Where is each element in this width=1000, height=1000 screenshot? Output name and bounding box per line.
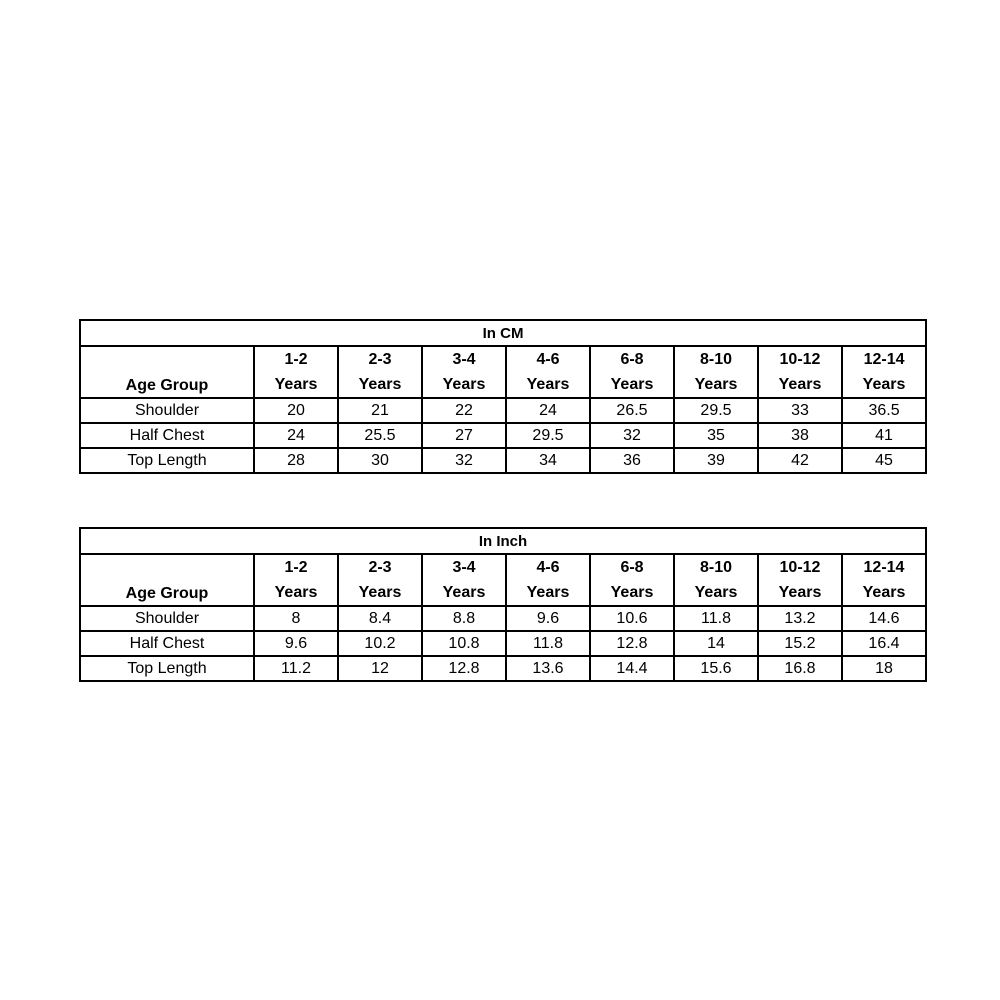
table-cell: 11.8	[506, 631, 590, 656]
row-label: Shoulder	[80, 398, 254, 423]
table-cell: 39	[674, 448, 758, 473]
age-range: 12-14	[863, 559, 905, 576]
age-column-header	[590, 554, 674, 606]
table-cell: 11.8	[674, 606, 758, 631]
age-range: 2-3	[368, 559, 392, 576]
table-cell: 14.6	[842, 606, 926, 631]
age-unit: Years	[862, 376, 906, 393]
age-unit: Years	[694, 376, 738, 393]
row-label: Shoulder	[80, 606, 254, 631]
table-title: In Inch	[80, 528, 926, 554]
age-column-header	[506, 346, 590, 398]
age-unit: Years	[274, 584, 318, 601]
age-unit: Years	[694, 584, 738, 601]
table-cell: 32	[590, 423, 674, 448]
age-range: 1-2	[284, 351, 308, 368]
table-cell: 12	[338, 656, 422, 681]
table-header-row	[80, 346, 926, 398]
table-cell: 29.5	[674, 398, 758, 423]
age-range: 1-2	[284, 559, 308, 576]
age-range: 12-14	[863, 351, 905, 368]
table-row	[80, 606, 926, 631]
age-column-header	[254, 554, 338, 606]
age-range: 6-8	[620, 559, 644, 576]
table-cell: 41	[842, 423, 926, 448]
row-label: Top Length	[80, 448, 254, 473]
row-label: Top Length	[80, 656, 254, 681]
age-range: 8-10	[699, 559, 733, 576]
size-chart-cm-table	[79, 319, 927, 474]
table-cell: 20	[254, 398, 338, 423]
age-unit: Years	[526, 584, 570, 601]
table-cell: 32	[422, 448, 506, 473]
size-chart-inch-table	[79, 527, 927, 682]
age-unit: Years	[274, 376, 318, 393]
table-cell: 24	[254, 423, 338, 448]
age-column-header	[338, 554, 422, 606]
table-cell: 21	[338, 398, 422, 423]
table-cell: 35	[674, 423, 758, 448]
age-range: 10-12	[779, 559, 821, 576]
table-title-row	[80, 320, 926, 346]
table-row	[80, 423, 926, 448]
age-column-header	[842, 346, 926, 398]
table-cell: 26.5	[590, 398, 674, 423]
table-cell: 13.6	[506, 656, 590, 681]
table-row	[80, 656, 926, 681]
age-unit: Years	[442, 376, 486, 393]
age-column-header	[758, 346, 842, 398]
table-row	[80, 631, 926, 656]
table-title: In CM	[80, 320, 926, 346]
row-label: Half Chest	[80, 631, 254, 656]
age-range: 3-4	[452, 351, 476, 368]
age-unit: Years	[610, 584, 654, 601]
age-column-header	[422, 346, 506, 398]
table-cell: 16.8	[758, 656, 842, 681]
table-cell: 14.4	[590, 656, 674, 681]
table-cell: 16.4	[842, 631, 926, 656]
age-unit: Years	[526, 376, 570, 393]
age-group-header: Age Group	[80, 554, 254, 606]
age-range: 8-10	[699, 351, 733, 368]
table-title-row	[80, 528, 926, 554]
age-column-header	[422, 554, 506, 606]
age-unit: Years	[610, 376, 654, 393]
table-cell: 45	[842, 448, 926, 473]
table-cell: 25.5	[338, 423, 422, 448]
age-unit: Years	[358, 376, 402, 393]
age-column-header	[590, 346, 674, 398]
table-cell: 28	[254, 448, 338, 473]
age-column-header	[842, 554, 926, 606]
row-label: Half Chest	[80, 423, 254, 448]
table-cell: 8.8	[422, 606, 506, 631]
age-range: 4-6	[536, 559, 560, 576]
age-range: 10-12	[779, 351, 821, 368]
table-cell: 29.5	[506, 423, 590, 448]
age-column-header	[338, 346, 422, 398]
table-cell: 14	[674, 631, 758, 656]
table-cell: 34	[506, 448, 590, 473]
age-column-header	[674, 346, 758, 398]
age-range: 4-6	[536, 351, 560, 368]
table-cell: 42	[758, 448, 842, 473]
table-row	[80, 398, 926, 423]
age-range: 6-8	[620, 351, 644, 368]
table-cell: 36	[590, 448, 674, 473]
age-column-header	[758, 554, 842, 606]
age-unit: Years	[778, 584, 822, 601]
age-unit: Years	[358, 584, 402, 601]
table-cell: 10.2	[338, 631, 422, 656]
table-row	[80, 448, 926, 473]
age-unit: Years	[862, 584, 906, 601]
age-group-header: Age Group	[80, 346, 254, 398]
table-cell: 12.8	[590, 631, 674, 656]
table-cell: 22	[422, 398, 506, 423]
table-cell: 24	[506, 398, 590, 423]
age-column-header	[506, 554, 590, 606]
table-header-row	[80, 554, 926, 606]
table-cell: 18	[842, 656, 926, 681]
table-cell: 12.8	[422, 656, 506, 681]
table-cell: 15.6	[674, 656, 758, 681]
table-cell: 9.6	[506, 606, 590, 631]
table-cell: 8	[254, 606, 338, 631]
age-range: 2-3	[368, 351, 392, 368]
table-cell: 8.4	[338, 606, 422, 631]
age-unit: Years	[778, 376, 822, 393]
table-cell: 27	[422, 423, 506, 448]
table-cell: 33	[758, 398, 842, 423]
table-cell: 10.8	[422, 631, 506, 656]
age-column-header	[254, 346, 338, 398]
table-cell: 10.6	[590, 606, 674, 631]
table-cell: 13.2	[758, 606, 842, 631]
table-cell: 15.2	[758, 631, 842, 656]
table-cell: 38	[758, 423, 842, 448]
age-range: 3-4	[452, 559, 476, 576]
table-cell: 11.2	[254, 656, 338, 681]
table-cell: 9.6	[254, 631, 338, 656]
age-unit: Years	[442, 584, 486, 601]
age-column-header	[674, 554, 758, 606]
table-cell: 36.5	[842, 398, 926, 423]
table-cell: 30	[338, 448, 422, 473]
